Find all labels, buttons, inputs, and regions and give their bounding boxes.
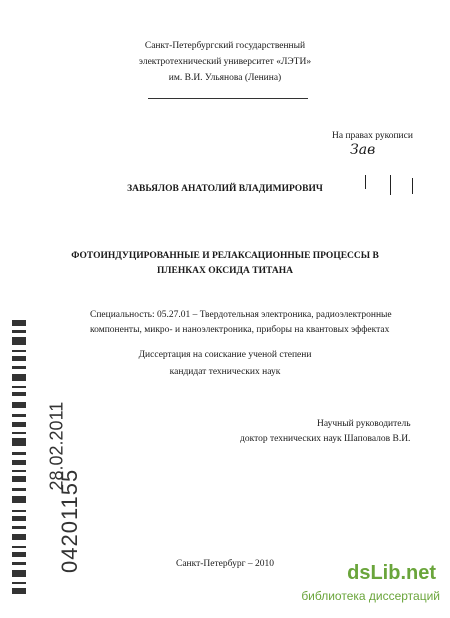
advisor-line-1: Научный руководитель bbox=[317, 419, 411, 429]
specialty-line-2: компоненты, микро- и наноэлектроника, приборы на квантовых эффектах bbox=[90, 325, 390, 335]
watermark-brand[interactable]: dsLib.net bbox=[347, 562, 436, 584]
advisor-line-2: доктор технических наук Шаповалов В.И. bbox=[240, 434, 411, 444]
title-line-2: ПЛЕНКАХ ОКСИДА ТИТАНА bbox=[157, 266, 293, 276]
rights-label: На правах рукописи bbox=[332, 131, 413, 141]
signature: Зав bbox=[350, 142, 376, 158]
stamp-number: 04201155 bbox=[57, 468, 82, 573]
specialty-line-1: Специальность: 05.27.01 – Твердотельная электроника, радиоэлектронные bbox=[90, 310, 392, 320]
author-name: ЗАВЬЯЛОВ АНАТОЛИЙ ВЛАДИМИРОВИЧ bbox=[127, 184, 323, 194]
header-line-1: Санкт-Петербургский государственный bbox=[144, 41, 306, 51]
watermark-subtitle: библиотека диссертаций bbox=[301, 589, 440, 603]
header-line-2: электротехнический университет «ЛЭТИ» bbox=[138, 57, 312, 67]
degree-line-1: Диссертация на соискание ученой степени bbox=[138, 350, 312, 360]
header-rule bbox=[148, 98, 308, 99]
footer-city-year: Санкт-Петербург – 2010 bbox=[175, 559, 274, 569]
stamp-date: 28.02.2011 bbox=[46, 401, 67, 491]
title-line-1: ФОТОИНДУЦИРОВАННЫЕ И РЕЛАКСАЦИОННЫЕ ПРОЦЕССЫ В bbox=[71, 251, 379, 261]
barcode bbox=[12, 320, 26, 600]
header-line-3: им. В.И. Ульянова (Ленина) bbox=[168, 73, 282, 83]
degree-line-2: кандидат технических наук bbox=[169, 367, 281, 377]
